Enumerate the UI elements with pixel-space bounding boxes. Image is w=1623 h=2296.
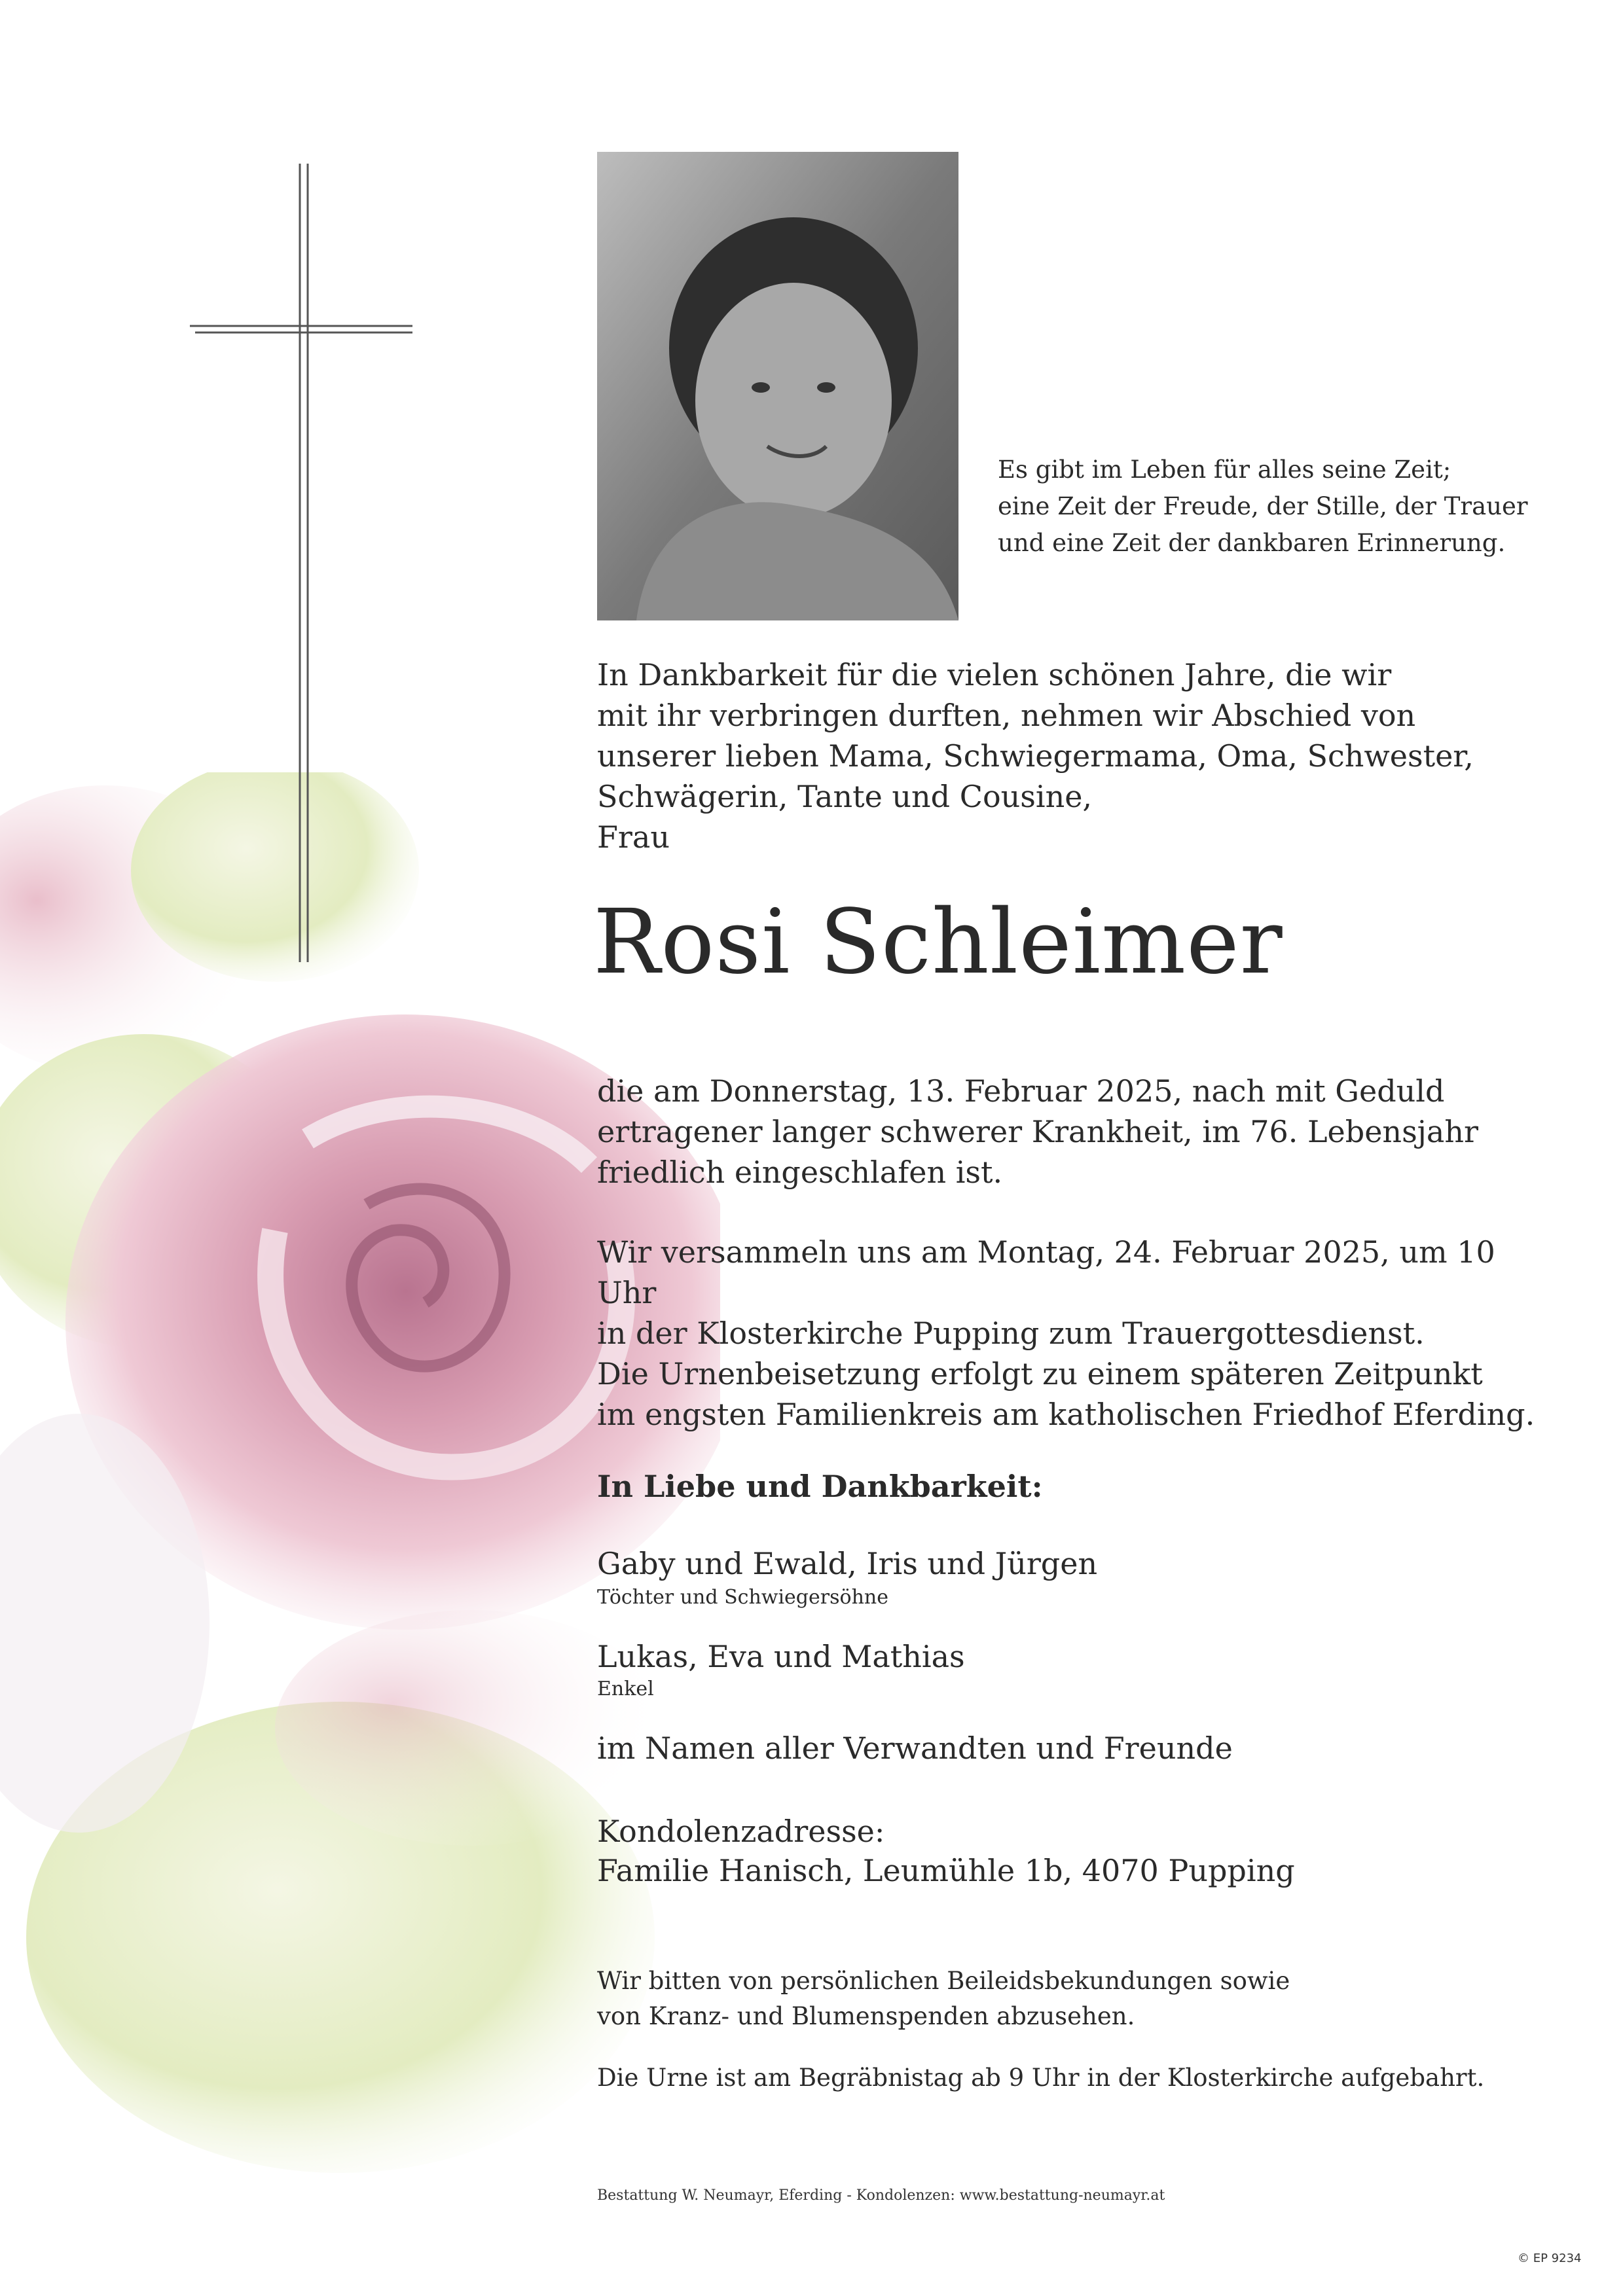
note-requests: Wir bitten von persönlichen Beileidsbekundungen sowie von Kranz- und Blumenspenden abzusehen. xyxy=(597,1967,1290,2030)
note-urn: Die Urne ist am Begräbnistag ab 9 Uhr in der Klosterkirche aufgebahrt. xyxy=(597,2064,1485,2092)
family-names: Lukas, Eva und Mathias xyxy=(597,1639,965,1674)
condolence-address: Kondolenzadresse: Familie Hanisch, Leumühle 1b, 4070 Pupping xyxy=(597,1814,1295,1888)
service-paragraph: Wir versammeln uns am Montag, 24. Februar 2025, um 10 Uhr in der Klosterkirche Pupping zum Trauergottesdienst. Die Urnenbeisetzung erfolgt zu einem späteren Zeitpunkt im engsten Familienkreis am katholischen Friedhof Eferding. xyxy=(597,1234,1535,1432)
verse-text: Es gibt im Leben für alles seine Zeit; eine Zeit der Freude, der Stille, der Trauer und eine Zeit der dankbaren Erinnerung. xyxy=(998,456,1528,557)
cross-icon xyxy=(190,164,412,962)
intro-text: In Dankbarkeit für die vielen schönen Jahre, die wir mit ihr verbringen durften, nehmen wir Abschied von unserer lieben Mama, Schwiegermama, Oma, Schwester, Schwägerin, Tante und Cousine, Frau xyxy=(597,657,1474,855)
family-relation: Töchter und Schwiegersöhne xyxy=(597,1586,888,1609)
footer-text: Bestattung W. Neumayr, Eferding - Kondolenzen: www.bestattung-neumayr.at xyxy=(597,2187,1165,2204)
death-paragraph: die am Donnerstag, 13. Februar 2025, nach mit Geduld ertragener langer schwerer Krankheit, im 76. Lebensjahr friedlich eingeschlafen ist. xyxy=(597,1073,1478,1190)
signoff-heading: In Liebe und Dankbarkeit: xyxy=(597,1469,1043,1504)
document-code: © EP 9234 xyxy=(1518,2251,1582,2265)
portrait-photo xyxy=(597,152,958,620)
family-names: Gaby und Ewald, Iris und Jürgen xyxy=(597,1546,1098,1581)
deceased-name: Rosi Schleimer xyxy=(593,891,1283,994)
family-relation: Enkel xyxy=(597,1677,654,1700)
relatives-line: im Namen aller Verwandten und Freunde xyxy=(597,1731,1233,1766)
